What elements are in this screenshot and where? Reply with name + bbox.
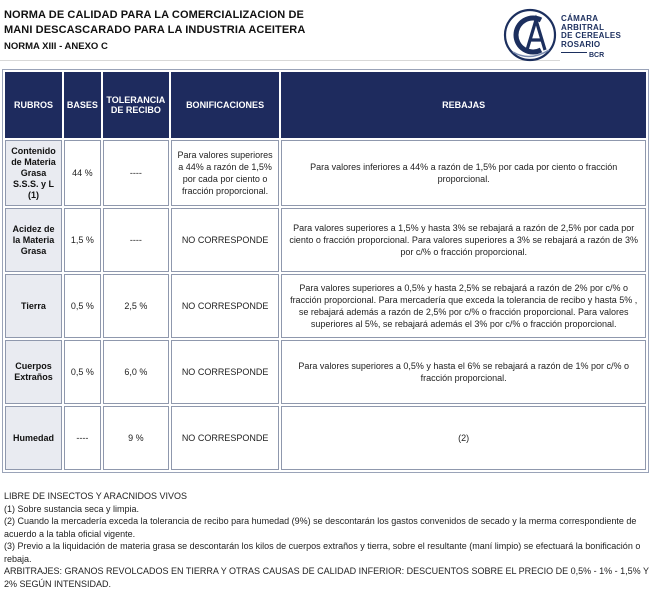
- tolerancia-cell: 9 %: [103, 406, 169, 470]
- rubro-cell: Contenido de Materia Grasa S.S.S. y L (1): [5, 140, 62, 206]
- note-1: (1) Sobre sustancia seca y limpia.: [4, 503, 140, 514]
- rubro-cell: Cuerpos Extraños: [5, 340, 62, 404]
- rebajas-cell: Para valores superiores a 0,5% y hasta el 6% se rebajará a razón de 1% por c/% o fracción proporcional.: [281, 340, 646, 404]
- bonificaciones-cell: NO CORRESPONDE: [171, 340, 280, 404]
- document-header: [0, 0, 653, 66]
- document-subtitle: NORMA XIII - ANEXO C: [4, 41, 108, 52]
- rebajas-cell: Para valores superiores a 1,5% y hasta 3% se rebajará a razón de 2,5% por cada por ciento o fracción proporcional. Para valores superiores a 3% se rebajará a razón de 3% por c/% o fracción proporcional.: [281, 208, 646, 272]
- table-header-row: [5, 72, 646, 138]
- note-insects: LIBRE DE INSECTOS Y ARACNIDOS VIVOS: [4, 491, 188, 501]
- camara-arbitral-logo: [503, 8, 648, 62]
- logo-wordmark: [561, 15, 621, 49]
- column-header-rubros: RUBROS: [5, 72, 62, 138]
- rubro-cell: Humedad: [5, 406, 62, 470]
- logo-line-4: ROSARIO: [561, 39, 601, 49]
- note-2: (2) Cuando la mercadería exceda la tolerancia de recibo para humedad (9%) se descontarán los gastos convenidos de secado y la merma correspondiente de acuerdo a la tabla oficial vigente.: [4, 516, 637, 539]
- logo-emblem-icon: [503, 8, 557, 62]
- tolerancia-cell: ----: [103, 140, 169, 206]
- logo-line-3: DE CEREALES: [561, 31, 622, 40]
- logo-bcr: BCR: [589, 52, 605, 59]
- tolerancia-cell: ----: [103, 208, 169, 272]
- document-title: [4, 8, 305, 38]
- logo-line-2: ARBITRAL: [561, 22, 605, 32]
- base-cell: 0,5 %: [64, 274, 101, 338]
- title-line-1: NORMA DE CALIDAD PARA LA COMERCIALIZACION DE: [4, 9, 304, 21]
- title-line-2: MANI DESCASCARADO PARA LA INDUSTRIA ACEITERA: [4, 24, 306, 36]
- rebajas-cell: Para valores inferiores a 44% a razón de 1,5% por cada por ciento o fracción proporcional.: [281, 140, 646, 206]
- base-cell: 44 %: [64, 140, 101, 206]
- table-row: [5, 406, 646, 470]
- tolerancia-cell: 6,0 %: [103, 340, 169, 404]
- header-divider: [0, 60, 560, 61]
- column-header-bases: BASES: [64, 72, 101, 138]
- table-row: [5, 274, 646, 338]
- note-arbitrajes: ARBITRAJES: GRANOS REVOLCADOS EN TIERRA Y OTRAS CAUSAS DE CALIDAD INFERIOR: DESCUENTOS SOBRE EL PRECIO DE 0,5% - 1% - 1,5% Y 2% SEGÚN INTENSIDAD.: [4, 566, 649, 589]
- quality-standards-table: [2, 69, 649, 473]
- table-row: [5, 208, 646, 272]
- base-cell: 1,5 %: [64, 208, 101, 272]
- rubro-cell: Acidez de la Materia Grasa: [5, 208, 62, 272]
- bonificaciones-cell: NO CORRESPONDE: [171, 274, 280, 338]
- tolerancia-cell: 2,5 %: [103, 274, 169, 338]
- table-row: [5, 140, 646, 206]
- base-cell: ----: [64, 406, 101, 470]
- logo-line-1: CÁMARA: [561, 14, 599, 23]
- bonificaciones-cell: Para valores superiores a 44% a razón de 1,5% por cada por ciento o fracción proporcional.: [171, 140, 280, 206]
- rebajas-cell: Para valores superiores a 0,5% y hasta 2,5% se rebajará a razón de 2% por c/% o fracción proporcional. Para mercadería que exceda la tolerancia de recibo y hasta 5% , se rebajará además a razón de 2,5% por c/% o fracción proporcional. Para valores superiores al 5%, se rebajará además el 3% por c/% o fracción proporcional.: [281, 274, 646, 338]
- table-row: [5, 340, 646, 404]
- bonificaciones-cell: NO CORRESPONDE: [171, 208, 280, 272]
- note-3: (3) Previo a la liquidación de materia grasa se descontarán los kilos de cuerpos extraños y tierra, sobre el resultante (maní limpio) se efectuará la bonificación o rebaja.: [4, 541, 641, 564]
- rebajas-cell: (2): [281, 406, 646, 470]
- logo-rule: [561, 52, 587, 53]
- column-header-tolerancia: TOLERANCIA DE RECIBO: [103, 72, 169, 138]
- rubro-cell: Tierra: [5, 274, 62, 338]
- column-header-bonificaciones: BONIFICACIONES: [171, 72, 280, 138]
- column-header-rebajas: REBAJAS: [281, 72, 646, 138]
- base-cell: 0,5 %: [64, 340, 101, 404]
- footnotes: [4, 490, 649, 590]
- bonificaciones-cell: NO CORRESPONDE: [171, 406, 280, 470]
